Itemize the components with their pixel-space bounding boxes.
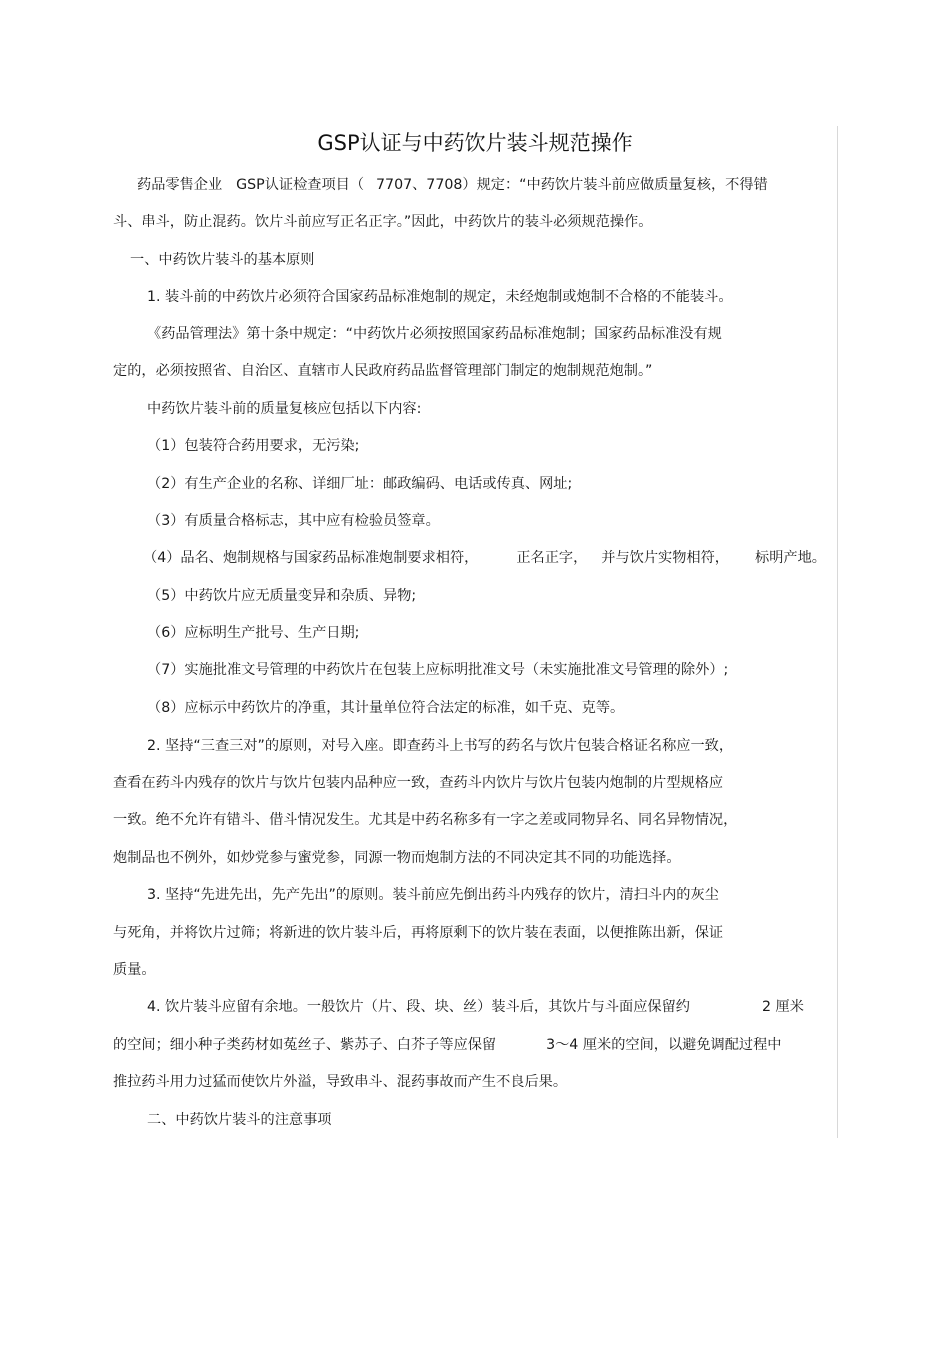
review-item-5: （5）中药饮片应无质量变异和杂质、异物; [147, 588, 417, 604]
principle-4-line-1 [147, 997, 804, 1017]
intro-text-c: 7707、7708）规定：“中药饮片装斗前应做质量复核，不得错 [376, 177, 768, 193]
principle-1: 1. 装斗前的中药饮片必须符合国家药品标准炮制的规定，未经炮制或炮制不合格的不能装斗。 [147, 289, 733, 305]
principle-4-line-1-b: 2 厘米 [762, 999, 804, 1015]
review-item-3: （3）有质量合格标志，其中应有检验员签章。 [147, 513, 440, 529]
principle-3-line-2: 与死角，并将饮片过筛；将新进的饮片装斗后，再将原剩下的饮片装在表面，以便推陈出新，保证 [113, 925, 724, 941]
law-quote-line-1: 《药品管理法》第十条中规定：“中药饮片必须按照国家药品标准炮制；国家药品标准没有规 [147, 326, 722, 342]
principle-4-line-2 [113, 1035, 781, 1055]
review-intro: 中药饮片装斗前的质量复核应包括以下内容: [147, 401, 422, 417]
review-item-7: （7）实施批准文号管理的中药饮片在包装上应标明批准文号（未实施批准文号管理的除外）; [147, 662, 729, 678]
law-quote-line-2: 定的，必须按照省、自治区、直辖市人民政府药品监督管理部门制定的炮制规范炮制。” [113, 363, 653, 379]
intro-text-a: 药品零售企业 [137, 177, 223, 193]
section-1-heading: 一、中药饮片装斗的基本原则 [130, 252, 315, 268]
review-item-4-b: 正名正字， [516, 550, 588, 566]
principle-2-line-4: 炮制品也不例外，如炒党参与蜜党参，同源一物而炮制方法的不同决定其不同的功能选择。 [113, 850, 681, 866]
review-item-4-a: （4）品名、炮制规格与国家药品标准炮制要求相符， [143, 550, 479, 566]
principle-3-line-1: 3. 坚持“先进先出，先产先出”的原则。装斗前应先倒出药斗内残存的饮片，清扫斗内的灰尘 [147, 887, 719, 903]
principle-3-line-3: 质量。 [113, 962, 156, 978]
principle-4-line-3: 推拉药斗用力过猛而使饮片外溢，导致串斗、混药事故而产生不良后果。 [113, 1074, 568, 1090]
principle-2-line-3: 一致。绝不允许有错斗、借斗情况发生。尤其是中药名称多有一字之差或同物异名、同名异物情况， [113, 812, 738, 828]
principle-4-line-1-a: 4. 饮片装斗应留有余地。一般饮片（片、段、块、丝）装斗后，其饮片与斗面应保留约 [147, 999, 690, 1015]
review-item-2: （2）有生产企业的名称、详细厂址：邮政编码、电话或传真、网址; [147, 476, 573, 492]
review-item-6: （6）应标明生产批号、生产日期; [147, 625, 360, 641]
principle-2-line-2: 查看在药斗内残存的饮片与饮片包装内品种应一致，查药斗内饮片与饮片包装内炮制的片型规格应 [113, 775, 724, 791]
review-item-4-c: 并与饮片实物相符， [601, 550, 729, 566]
review-item-1: （1）包装符合药用要求，无污染; [147, 438, 360, 454]
page-edge-line [837, 126, 838, 1138]
principle-2-line-1: 2. 坚持“三查三对”的原则，对号入座。即查药斗上书写的药名与饮片包装合格证名称应一致， [147, 738, 734, 754]
page-title: GSP认证与中药饮片装斗规范操作 [317, 131, 633, 155]
review-item-4 [143, 548, 826, 568]
review-item-4-d: 标明产地。 [755, 550, 826, 566]
principle-4-line-2-b: 3～4 厘米的空间，以避免调配过程中 [546, 1037, 782, 1053]
intro-text-b: GSP认证检查项目（ [236, 177, 365, 193]
review-item-8: （8）应标示中药饮片的净重，其计量单位符合法定的标准，如千克、克等。 [147, 700, 625, 716]
principle-4-line-2-a: 的空间；细小种子类药材如菟丝子、紫苏子、白芥子等应保留 [113, 1037, 497, 1053]
section-2-heading: 二、中药饮片装斗的注意事项 [147, 1112, 332, 1128]
intro-line-1 [137, 175, 768, 195]
intro-line-2: 斗、串斗，防止混药。饮片斗前应写正名正字。”因此，中药饮片的装斗必须规范操作。 [113, 214, 653, 230]
